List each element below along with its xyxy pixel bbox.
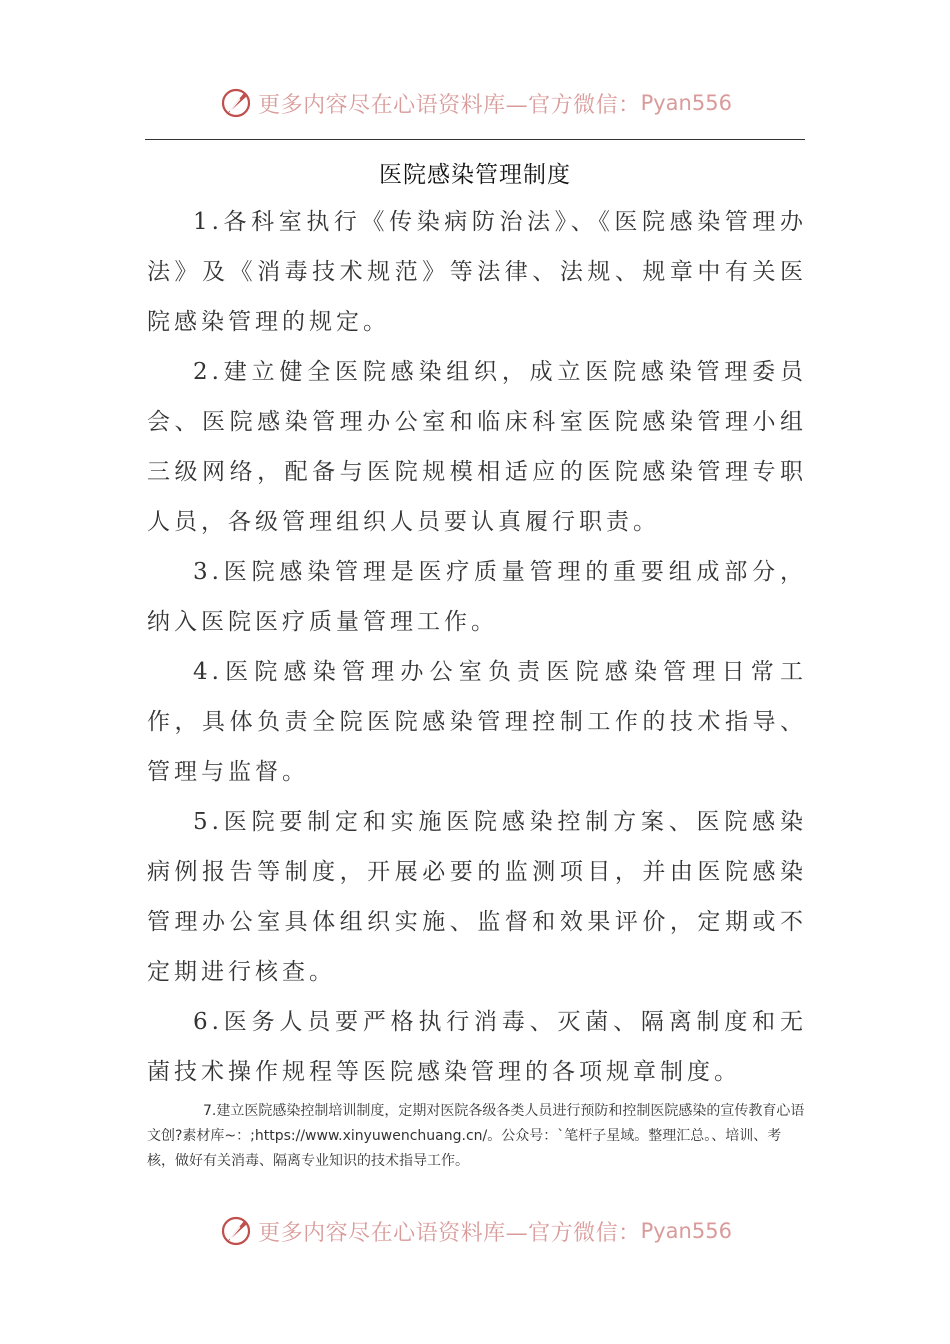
paragraph-2: 2.建立健全医院感染组织，成立医院感染管理委员会、医院感染管理办公室和临床科室医院感染管理小组三级网络，配备与医院规模相适应的医院感染管理专职人员，各级管理组织人员要认真履行职责。 bbox=[147, 359, 807, 535]
banner-text: 更多内容尽在心语资料库—官方微信： bbox=[258, 92, 641, 118]
banner-text: 更多内容尽在心语资料库—官方微信： bbox=[258, 1220, 641, 1246]
banner-wechat-id: Pyan556 bbox=[640, 1219, 732, 1243]
header-banner bbox=[0, 78, 950, 128]
quill-logo-icon bbox=[218, 1213, 254, 1249]
document-body bbox=[147, 197, 807, 1174]
header-divider bbox=[145, 139, 805, 140]
banner-wechat-id: Pyan556 bbox=[640, 91, 732, 115]
quill-logo-icon bbox=[218, 85, 254, 121]
paragraph-3: 3.医院感染管理是医疗质量管理的重要组成部分，纳入医院医疗质量管理工作。 bbox=[147, 559, 807, 635]
paragraph-1: 1.各科室执行《传染病防治法》、《医院感染管理办法》及《消毒技术规范》等法律、法规、规章中有关医院感染管理的规定。 bbox=[147, 209, 807, 335]
paragraph-7: 7.建立医院感染控制培训制度，定期对医院各级各类人员进行预防和控制医院感染的宣传教育心语文创?素材库~：;https://www.xinyuwenchuang.cn/。公众号：`笔杆子星域。整理汇总。、培训、考核，做好有关消毒、隔离专业知识的技术指导工作。 bbox=[147, 1103, 805, 1169]
page-title: 医院感染管理制度 bbox=[379, 162, 571, 188]
paragraph-4: 4.医院感染管理办公室负责医院感染管理日常工作，具体负责全院医院感染管理控制工作的技术指导、管理与监督。 bbox=[147, 659, 807, 785]
paragraph-6: 6.医务人员要严格执行消毒、灭菌、隔离制度和无菌技术操作规程等医院感染管理的各项规章制度。 bbox=[147, 1009, 807, 1085]
footer-banner bbox=[0, 1206, 950, 1256]
paragraph-5: 5.医院要制定和实施医院感染控制方案、医院感染病例报告等制度，开展必要的监测项目，并由医院感染管理办公室具体组织实施、监督和效果评价，定期或不定期进行核查。 bbox=[147, 809, 807, 985]
